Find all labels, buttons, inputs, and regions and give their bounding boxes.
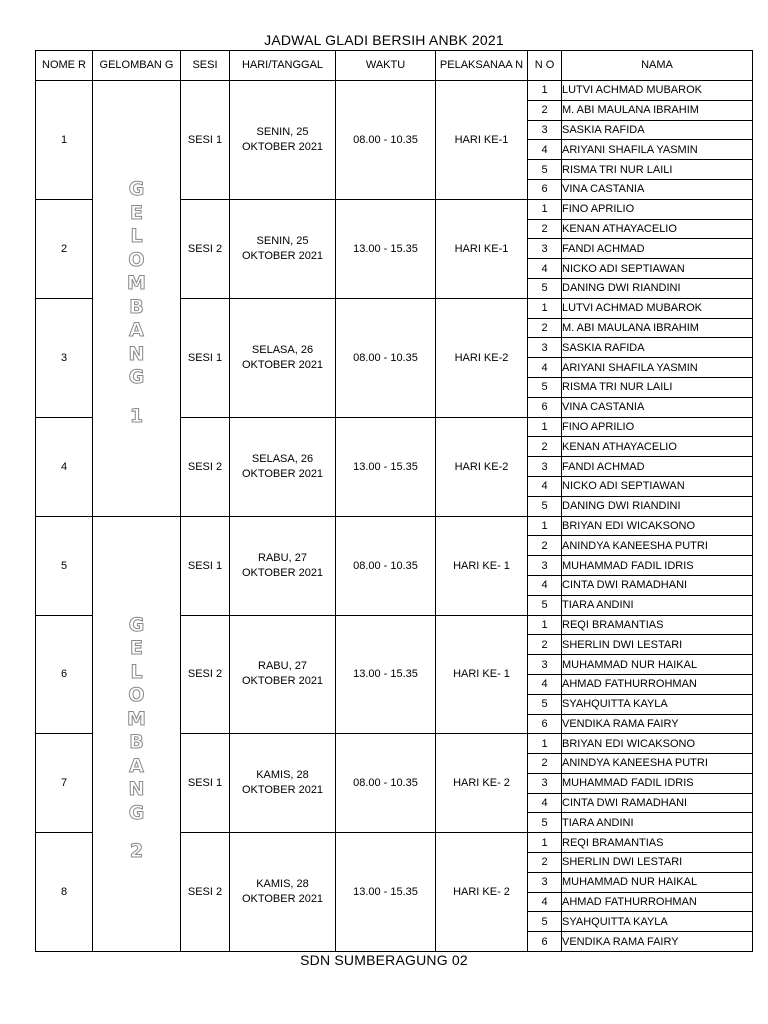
- student-no: 4: [528, 140, 562, 160]
- header-waktu: WAKTU: [336, 51, 436, 81]
- student-name: FINO APRILIO: [562, 417, 753, 437]
- group-number: 6: [36, 615, 93, 734]
- tanggal-text: OKTOBER 2021: [241, 140, 324, 153]
- student-no: 4: [528, 259, 562, 279]
- waktu-cell: 13.00 - 15.35: [336, 615, 436, 734]
- group-number: 8: [36, 833, 93, 952]
- waktu-cell: 08.00 - 10.35: [336, 734, 436, 833]
- gelombang-cell: [93, 81, 181, 517]
- student-name: CINTA DWI RAMADHANI: [562, 793, 753, 813]
- waktu-cell: 08.00 - 10.35: [336, 81, 436, 200]
- group-number: 7: [36, 734, 93, 833]
- student-no: 2: [528, 536, 562, 556]
- student-no: 2: [528, 318, 562, 338]
- hari-tanggal-cell: [230, 298, 336, 417]
- student-no: 5: [528, 694, 562, 714]
- sesi-cell: SESI 2: [181, 615, 230, 734]
- student-no: 5: [528, 377, 562, 397]
- student-name: TIARA ANDINI: [562, 813, 753, 833]
- student-name: FANDI ACHMAD: [562, 457, 753, 477]
- student-no: 1: [528, 199, 562, 219]
- student-no: 4: [528, 476, 562, 496]
- hari-tanggal-cell: [230, 734, 336, 833]
- sesi-cell: SESI 1: [181, 516, 230, 615]
- student-name: MUHAMMAD NUR HAIKAL: [562, 872, 753, 892]
- hari-tanggal-cell: [230, 615, 336, 734]
- student-no: 1: [528, 615, 562, 635]
- schedule-body: [36, 81, 753, 952]
- student-name: AHMAD FATHURROHMAN: [562, 674, 753, 694]
- student-no: 2: [528, 219, 562, 239]
- student-name: FANDI ACHMAD: [562, 239, 753, 259]
- student-name: MUHAMMAD FADIL IDRIS: [562, 773, 753, 793]
- student-name: VENDIKA RAMA FAIRY: [562, 714, 753, 734]
- student-no: 2: [528, 100, 562, 120]
- gelombang-number: 1: [129, 404, 144, 427]
- gelombang-number: 2: [129, 840, 144, 863]
- student-no: 3: [528, 556, 562, 576]
- student-no: 4: [528, 575, 562, 595]
- student-name: MUHAMMAD FADIL IDRIS: [562, 556, 753, 576]
- student-no: 6: [528, 179, 562, 199]
- student-no: 2: [528, 754, 562, 774]
- gelombang-letter: G: [128, 366, 145, 389]
- sesi-cell: SESI 1: [181, 734, 230, 833]
- student-no: 6: [528, 397, 562, 417]
- document-title: JADWAL GLADI BERSIH ANBK 2021: [264, 32, 504, 48]
- hari-tanggal-cell: [230, 81, 336, 200]
- student-name: TIARA ANDINI: [562, 595, 753, 615]
- tanggal-text: OKTOBER 2021: [241, 784, 324, 797]
- gelombang-letter: G: [128, 613, 145, 636]
- pelaksanaan-cell: HARI KE- 2: [436, 734, 528, 833]
- student-name: M. ABI MAULANA IBRAHIM: [562, 100, 753, 120]
- student-name: LUTVI ACHMAD MUBAROK: [562, 298, 753, 318]
- student-no: 6: [528, 932, 562, 952]
- student-name: REQI BRAMANTIAS: [562, 615, 753, 635]
- pelaksanaan-cell: HARI KE- 1: [436, 516, 528, 615]
- sesi-cell: SESI 1: [181, 298, 230, 417]
- waktu-cell: 13.00 - 15.35: [336, 199, 436, 298]
- hari-text: SELASA, 26: [251, 343, 314, 356]
- hari-tanggal-cell: [230, 516, 336, 615]
- student-name: SYAHQUITTA KAYLA: [562, 912, 753, 932]
- student-no: 1: [528, 833, 562, 853]
- hari-text: SELASA, 26: [251, 452, 314, 465]
- student-no: 2: [528, 853, 562, 873]
- gelombang-letter: M: [127, 272, 146, 295]
- schedule-table: [35, 50, 753, 952]
- student-no: 5: [528, 813, 562, 833]
- gelombang-letter: E: [130, 201, 143, 224]
- gelombang-letter: B: [129, 295, 144, 318]
- tanggal-text: OKTOBER 2021: [241, 358, 324, 371]
- student-no: 3: [528, 338, 562, 358]
- header-gelombang: GELOMBAN G: [93, 51, 181, 81]
- table-row: [36, 81, 753, 101]
- sesi-cell: SESI 2: [181, 833, 230, 952]
- student-name: FINO APRILIO: [562, 199, 753, 219]
- gelombang-vertical-label: [93, 168, 180, 428]
- student-no: 3: [528, 872, 562, 892]
- student-no: 3: [528, 773, 562, 793]
- gelombang-letter: L: [130, 660, 143, 683]
- student-name: LUTVI ACHMAD MUBAROK: [562, 81, 753, 101]
- student-name: VENDIKA RAMA FAIRY: [562, 932, 753, 952]
- sesi-cell: SESI 2: [181, 199, 230, 298]
- student-no: 4: [528, 892, 562, 912]
- student-no: 4: [528, 793, 562, 813]
- student-name: MUHAMMAD NUR HAIKAL: [562, 655, 753, 675]
- student-no: 3: [528, 655, 562, 675]
- student-no: 2: [528, 437, 562, 457]
- pelaksanaan-cell: HARI KE- 2: [436, 833, 528, 952]
- hari-text: KAMIS, 28: [256, 878, 309, 891]
- student-no: 2: [528, 635, 562, 655]
- gelombang-letter: L: [130, 225, 143, 248]
- hari-text: RABU, 27: [258, 551, 307, 564]
- pelaksanaan-cell: HARI KE-1: [436, 199, 528, 298]
- student-name: VINA CASTANIA: [562, 179, 753, 199]
- group-number: 5: [36, 516, 93, 615]
- hari-tanggal-cell: [230, 199, 336, 298]
- pelaksanaan-cell: HARI KE- 1: [436, 615, 528, 734]
- gelombang-letter: A: [129, 319, 144, 342]
- student-no: 1: [528, 417, 562, 437]
- student-name: SYAHQUITTA KAYLA: [562, 694, 753, 714]
- student-name: ARIYANI SHAFILA YASMIN: [562, 358, 753, 378]
- school-name-footer: SDN SUMBERAGUNG 02: [300, 952, 468, 968]
- tanggal-text: OKTOBER 2021: [241, 675, 324, 688]
- student-no: 3: [528, 239, 562, 259]
- header-row: [36, 51, 753, 81]
- header-nama: NAMA: [562, 51, 753, 81]
- student-name: CINTA DWI RAMADHANI: [562, 575, 753, 595]
- waktu-cell: 13.00 - 15.35: [336, 417, 436, 516]
- student-name: M. ABI MAULANA IBRAHIM: [562, 318, 753, 338]
- student-name: AHMAD FATHURROHMAN: [562, 892, 753, 912]
- student-no: 1: [528, 298, 562, 318]
- gelombang-cell: [93, 516, 181, 952]
- student-no: 1: [528, 516, 562, 536]
- student-name: KENAN ATHAYACELIO: [562, 219, 753, 239]
- student-no: 6: [528, 714, 562, 734]
- gelombang-letter: A: [129, 754, 144, 777]
- header-sesi: SESI: [181, 51, 230, 81]
- student-name: BRIYAN EDI WICAKSONO: [562, 516, 753, 536]
- student-name: ANINDYA KANEESHA PUTRI: [562, 536, 753, 556]
- group-number: 2: [36, 199, 93, 298]
- student-name: BRIYAN EDI WICAKSONO: [562, 734, 753, 754]
- gelombang-letter: O: [128, 684, 145, 707]
- waktu-cell: 08.00 - 10.35: [336, 298, 436, 417]
- student-no: 1: [528, 734, 562, 754]
- gelombang-letter: N: [128, 342, 145, 365]
- waktu-cell: 13.00 - 15.35: [336, 833, 436, 952]
- gelombang-letter: G: [128, 178, 145, 201]
- student-no: 5: [528, 912, 562, 932]
- student-no: 5: [528, 278, 562, 298]
- gelombang-letter: O: [128, 248, 145, 271]
- student-name: NICKO ADI SEPTIAWAN: [562, 476, 753, 496]
- student-name: SHERLIN DWI LESTARI: [562, 853, 753, 873]
- student-name: NICKO ADI SEPTIAWAN: [562, 259, 753, 279]
- student-name: RISMA TRI NUR LAILI: [562, 160, 753, 180]
- student-name: VINA CASTANIA: [562, 397, 753, 417]
- student-no: 5: [528, 595, 562, 615]
- student-name: DANING DWI RIANDINI: [562, 496, 753, 516]
- hari-tanggal-cell: [230, 417, 336, 516]
- student-name: ANINDYA KANEESHA PUTRI: [562, 754, 753, 774]
- hari-text: SENIN, 25: [256, 125, 309, 138]
- pelaksanaan-cell: HARI KE-2: [436, 298, 528, 417]
- tanggal-text: OKTOBER 2021: [241, 249, 324, 262]
- student-name: KENAN ATHAYACELIO: [562, 437, 753, 457]
- student-name: SHERLIN DWI LESTARI: [562, 635, 753, 655]
- hari-text: SENIN, 25: [256, 234, 309, 247]
- student-no: 1: [528, 81, 562, 101]
- sesi-cell: SESI 2: [181, 417, 230, 516]
- tanggal-text: OKTOBER 2021: [241, 467, 324, 480]
- hari-text: KAMIS, 28: [256, 769, 309, 782]
- gelombang-vertical-label: [93, 604, 180, 864]
- pelaksanaan-cell: HARI KE-1: [436, 81, 528, 200]
- gelombang-letter: E: [130, 637, 143, 660]
- group-number: 1: [36, 81, 93, 200]
- student-name: SASKIA RAFIDA: [562, 120, 753, 140]
- table-row: [36, 516, 753, 536]
- header-no: N O: [528, 51, 562, 81]
- student-no: 4: [528, 358, 562, 378]
- hari-tanggal-cell: [230, 833, 336, 952]
- student-name: RISMA TRI NUR LAILI: [562, 377, 753, 397]
- header-pelaksanaan: PELAKSANAA N: [436, 51, 528, 81]
- sesi-cell: SESI 1: [181, 81, 230, 200]
- tanggal-text: OKTOBER 2021: [241, 893, 324, 906]
- student-no: 3: [528, 457, 562, 477]
- student-no: 5: [528, 496, 562, 516]
- student-name: DANING DWI RIANDINI: [562, 278, 753, 298]
- group-number: 4: [36, 417, 93, 516]
- student-name: SASKIA RAFIDA: [562, 338, 753, 358]
- gelombang-letter: G: [128, 801, 145, 824]
- gelombang-letter: B: [129, 731, 144, 754]
- group-number: 3: [36, 298, 93, 417]
- student-no: 3: [528, 120, 562, 140]
- tanggal-text: OKTOBER 2021: [241, 566, 324, 579]
- hari-text: RABU, 27: [258, 660, 307, 673]
- student-no: 5: [528, 160, 562, 180]
- waktu-cell: 08.00 - 10.35: [336, 516, 436, 615]
- student-name: ARIYANI SHAFILA YASMIN: [562, 140, 753, 160]
- student-name: REQI BRAMANTIAS: [562, 833, 753, 853]
- pelaksanaan-cell: HARI KE-2: [436, 417, 528, 516]
- gelombang-letter: M: [127, 707, 146, 730]
- header-hari-tanggal: HARI/TANGGAL: [230, 51, 336, 81]
- student-no: 4: [528, 674, 562, 694]
- gelombang-letter: N: [128, 778, 145, 801]
- header-nomer: NOME R: [36, 51, 93, 81]
